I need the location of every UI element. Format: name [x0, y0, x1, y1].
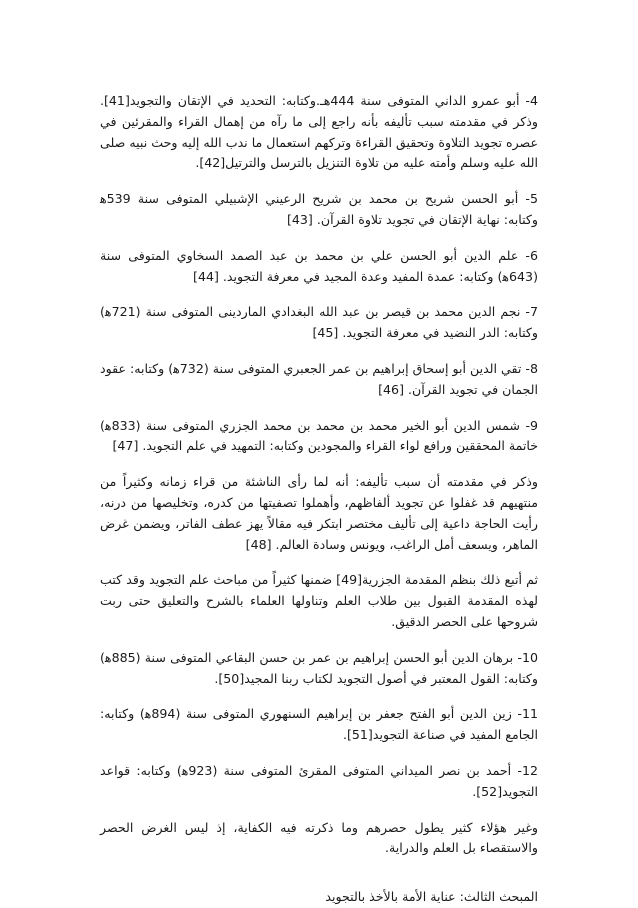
paragraph-item-7: 7- نجم الدين محمد بن قيصر بن عبد الله البغدادي الماردينى المتوفى سنة (721ﻫ) وكتابه: الدر النضيد في معرفة التجويد. [45]: [100, 304, 538, 341]
paragraph-commentary: وذكر في مقدمته أن سبب تأليفه: أنه لما رأى الناشئة من قراء زمانه وكثيراً من منتهيهم قد غفلوا عن تجويد ألفاظهم، وأهملوا تصفيتها من كدره، وتخليصها من درنه، رأيت الحاجة داعية إلى تأليف مختصر ابتكر فيه مقالاً يهز عطف الفاتر، ويضمن غرض الماهر، ويسعف أمل الراغب، ويونس وسادة العالم. [48]: [100, 474, 538, 552]
paragraph-item-6: 6- علم الدين أبو الحسن علي بن محمد بن عبد الصمد السخاوي المتوفى سنة (643ﻫ) وكتابه: عمدة المفيد وعدة المجيد في معرفة التجويد. [44]: [100, 247, 538, 284]
paragraph-item-11: 11- زين الدين أبو الفتح جعفر بن إبراهيم السنهوري المتوفى سنة (894ﻫ) وكتابه: الجامع المفيد في صناعة التجويد[51].: [100, 706, 538, 743]
paragraph-item-5: 5- أبو الحسن شريح بن محمد بن شريح الرعيني الإشبيلي المتوفى سنة 539ﻫ وكتابه: نهاية الإتقان في تجويد تلاوة القرآن. [43]: [100, 191, 538, 227]
paragraph-item-9: 9- شمس الدين أبو الخير محمد بن محمد بن محمد الجزري المتوفى سنة (833ﻫ) خاتمة المحققين ورافع لواء القراء والمجودين وكتابه: التمهيد في علم التجويد. [47]: [100, 417, 538, 454]
paragraph-item-8: 8- تقي الدين أبو إسحاق إبراهيم بن عمر الجعبري المتوفى سنة (732ﻫ) وكتابه: عقود الجمان في تجويد القرآن. [46]: [100, 360, 538, 397]
paragraph-muqaddimah: ثم أتبع ذلك بنظم المقدمة الجزرية[49] ضمنها كثيراً من مباحث علم التجويد وقد كتب لهذه المقدمة القبول بين طلاب العلم وتناولها العلماء بالشرح والتعليق حتى ربت شروحها على الحصر الدقيق.: [100, 572, 538, 629]
paragraph-closing: وغير هؤلاء كثير يطول حصرهم وما ذكرته فيه الكفاية، إذ ليس الغرض الحصر والاستقصاء بل العلم والدراية.: [100, 819, 538, 856]
section-heading: المبحث الثالث: عناية الأمة بالأخذ بالتجويد: [325, 889, 538, 905]
paragraph-item-12: 12- أحمد بن نصر الميداني المتوفى المقرئ المتوفى سنة (923ﻫ) وكتابه: قواعد التجويد[52].: [100, 762, 538, 799]
paragraph-item-10: 10- برهان الدين أبو الحسن إبراهيم بن عمر بن حسن البقاعي المتوفى سنة (885ﻫ) وكتابه: القول المعتبر في أصول التجويد لكتاب ربنا المجيد[50].: [100, 649, 538, 686]
paragraph-item-4: 4- أبو عمرو الداني المتوفى سنة 444هـ.وكتابه: التحديد في الإتقان والتجويد[41]. وذكر في مقدمته سبب تأليفه بأنه راجع إلى ما رآه من إهمال القراء والمقرئين في عصره تجويد التلاوة وتحقيق القراءة وتركهم استعمال ما ندب الله إليه وحث نبيه صلى الله عليه وسلم وأمته عليه من تلاوة التنزيل بالترسل والترتيل[42].: [100, 93, 538, 171]
